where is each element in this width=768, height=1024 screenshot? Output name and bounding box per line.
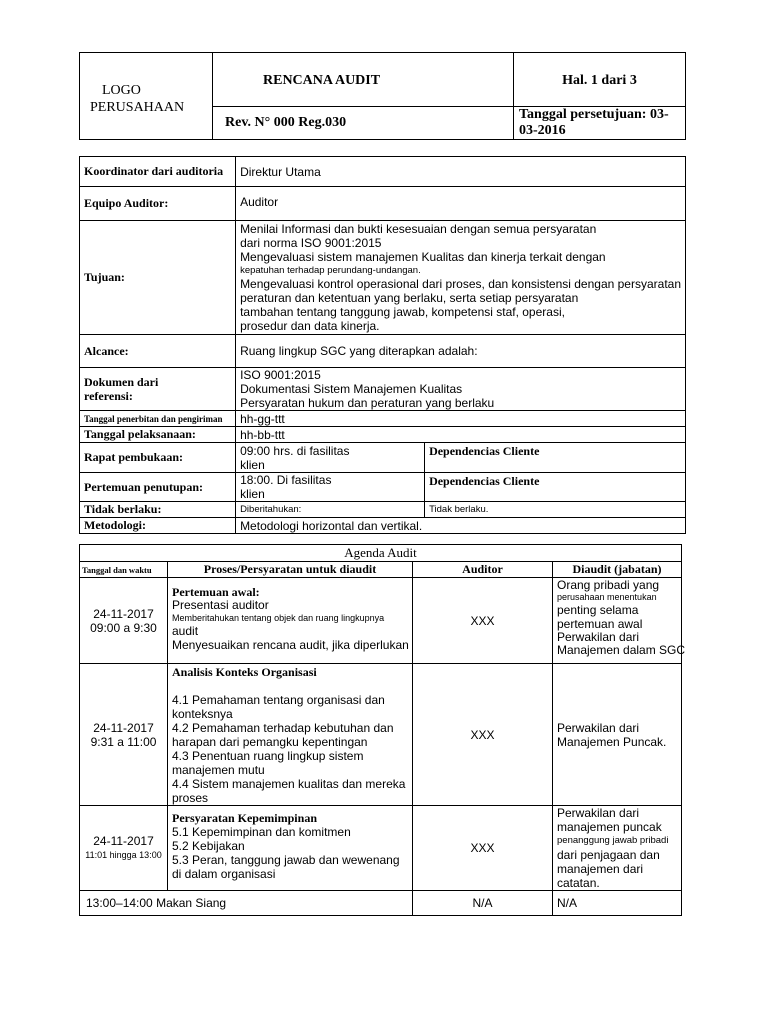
agenda-row-context [80, 664, 682, 806]
agenda-process [168, 806, 413, 891]
agenda-header-row [80, 562, 682, 578]
agenda-auditee-line: Perwakilan dari [557, 720, 640, 735]
not-applicable-label: Tidak berlaku: [80, 502, 236, 518]
opening-place: klien [240, 457, 265, 472]
header-table [79, 52, 686, 140]
purpose-line: Mengevaluasi sistem manajemen Kualitas dan kinerja terkait dengan [240, 250, 606, 264]
agenda-auditee-line: penanggung jawab pribadi [557, 835, 669, 846]
team-row [80, 187, 686, 221]
closing-location: Dependencias Cliente [425, 473, 686, 502]
agenda-row-opening [80, 578, 682, 664]
issue-date-value: hh-gg-ttt [236, 411, 686, 427]
approval-date: Tanggal persetujuan: 03-03-2016 [514, 107, 686, 140]
scope-value: Ruang lingkup SGC yang diterapkan adalah: [236, 335, 686, 368]
agenda-date: 24-11-2017 [93, 720, 154, 735]
agenda-process-line: 5.3 Peran, tanggung jawab dan wewenang [172, 853, 400, 867]
agenda-auditee-line: pertemuan awal [557, 617, 643, 631]
purpose-line: Menilai Informasi dan bukti kesesuaian dengan semua persyaratan [240, 222, 597, 236]
agenda-process-line: harapan dari pemangku kepentingan [172, 735, 368, 749]
agenda-auditee-line: catatan. [557, 876, 600, 890]
agenda-process-line: konteksnya [172, 707, 233, 721]
agenda-process-line: 4.3 Penentuan ruang lingkup sistem [172, 749, 364, 763]
agenda-auditor: XXX [413, 806, 553, 891]
purpose-line: dari norma ISO 9001:2015 [240, 236, 382, 250]
agenda-row-lunch [80, 891, 682, 916]
methodology-value: Metodologi horizontal dan vertikal. [236, 518, 686, 534]
agenda-auditee-line: dari penjagaan dan [557, 848, 660, 862]
not-applicable-notified: Diberitahukan: [236, 502, 425, 518]
closing-meeting-row [80, 473, 686, 502]
agenda-auditee-line: Orang pribadi yang [557, 578, 660, 592]
logo-line-2: PERUSAHAAN [90, 100, 185, 115]
agenda-process-line: 4.1 Pemahaman tentang organisasi dan [172, 693, 385, 707]
coordinator-row [80, 157, 686, 187]
agenda-process-line: Presentasi auditor [172, 598, 269, 612]
agenda-auditee: N/A [553, 891, 682, 916]
page-number: Hal. 1 dari 3 [514, 53, 686, 107]
agenda-lunch-label: 13:00–14:00 Makan Siang [80, 891, 413, 916]
agenda-process-line: 5.2 Kebijakan [172, 839, 245, 853]
agenda-process-line: manajemen mutu [172, 763, 265, 777]
team-label: Equipo Auditor: [80, 187, 236, 221]
agenda-datetime [80, 806, 168, 891]
purpose-line: tambahan tentang tanggung jawab, kompetensi staf, operasi, [240, 305, 565, 319]
company-logo [80, 53, 213, 140]
agenda-auditee-line: manajemen puncak [557, 820, 662, 834]
agenda-process-heading: Analisis Konteks Organisasi [172, 665, 317, 679]
agenda-auditor: XXX [413, 578, 553, 664]
agenda-process-line: Memberitahukan tentang objek dan ruang lingkupnya [172, 613, 385, 623]
agenda-auditee [553, 578, 686, 664]
agenda-table [79, 544, 686, 916]
agenda-process-line: audit [172, 624, 199, 638]
agenda-time: 9:31 a 11:00 [90, 734, 157, 749]
coordinator-label: Koordinator dari auditoria [80, 157, 236, 187]
agenda-row-leadership [80, 806, 682, 891]
agenda-auditee [553, 664, 682, 806]
coordinator-value: Direktur Utama [236, 157, 686, 187]
scope-label: Alcance: [80, 335, 236, 368]
opening-meeting-value [236, 443, 425, 473]
opening-meeting-label: Rapat pembukaan: [80, 443, 236, 473]
agenda-process-line: 5.1 Kepemimpinan dan komitmen [172, 825, 351, 839]
agenda-auditee [553, 806, 682, 891]
agenda-process-line: Menyesuaikan rencana audit, jika diperlukan [172, 638, 409, 652]
opening-location: Dependencias Cliente [425, 443, 686, 473]
execution-date-value: hh-bb-ttt [236, 427, 686, 443]
agenda-process [168, 664, 413, 806]
scope-row [80, 335, 686, 368]
agenda-auditor: N/A [413, 891, 553, 916]
reference-docs-value [236, 368, 686, 411]
agenda-title: Agenda Audit [80, 545, 682, 562]
agenda-process-line: 4.4 Sistem manajemen kualitas dan mereka [172, 777, 406, 791]
agenda-process-line: 4.2 Pemahaman terhadap kebutuhan dan [172, 721, 394, 735]
closing-time: 18:00. Di fasilitas [240, 473, 332, 487]
purpose-line: peraturan dan ketentuan yang berlaku, serta setiap persyaratan [240, 291, 579, 305]
agenda-time: 11:01 hingga 13:00 [85, 850, 162, 860]
team-value: Auditor [236, 187, 686, 221]
purpose-line: kepatuhan terhadap perundang-undangan. [240, 265, 421, 276]
agenda-auditee-line: Perwakilan dari [557, 630, 640, 644]
purpose-text [236, 221, 686, 335]
revision-number: Rev. N° 000 Reg.030 [213, 107, 514, 140]
purpose-line: Mengevaluasi kontrol operasional dari proses, dan konsistensi dengan persyaratan [240, 277, 681, 291]
agenda-time: 09:00 a 9:30 [90, 620, 157, 635]
reference-docs-label: Dokumen dari referensi: [80, 368, 236, 411]
closing-place: klien [240, 487, 265, 501]
document-title: RENCANA AUDIT [213, 53, 514, 107]
agenda-datetime [80, 578, 168, 664]
agenda-process-heading: Pertemuan awal: [172, 585, 260, 599]
not-applicable-value: Tidak berlaku. [425, 502, 686, 518]
col-date-header: Tanggal dan waktu [80, 562, 168, 578]
issue-date-label: Tanggal penerbitan dan pengiriman [80, 411, 236, 427]
reference-doc: Persyaratan hukum dan peraturan yang berlaku [240, 396, 495, 410]
agenda-datetime [80, 664, 168, 806]
agenda-auditee-line: perusahaan menentukan [557, 592, 657, 602]
methodology-label: Metodologi: [80, 518, 236, 534]
purpose-label: Tujuan: [80, 221, 236, 335]
not-applicable-row [80, 502, 686, 518]
methodology-row [80, 518, 686, 534]
closing-meeting-label: Pertemuan penutupan: [80, 473, 236, 502]
col-process-header: Proses/Persyaratan untuk diaudit [168, 562, 413, 578]
logo-line-1: LOGO [102, 83, 141, 98]
audit-info-table [79, 156, 686, 534]
execution-date-label: Tanggal pelaksanaan: [80, 427, 236, 443]
agenda-auditee-line: Manajemen Puncak. [557, 734, 667, 749]
closing-meeting-value [236, 473, 425, 502]
agenda-title-row [80, 545, 682, 562]
col-auditee-header: Diaudit (jabatan) [553, 562, 682, 578]
reference-doc: ISO 9001:2015 [240, 368, 321, 382]
agenda-auditor: XXX [413, 664, 553, 806]
agenda-process-heading: Persyaratan Kepemimpinan [172, 811, 317, 825]
opening-time: 09:00 hrs. di fasilitas [240, 443, 350, 458]
reference-doc: Dokumentasi Sistem Manajemen Kualitas [240, 382, 463, 396]
purpose-line: prosedur dan data kinerja. [240, 319, 380, 333]
agenda-date: 24-11-2017 [93, 606, 154, 621]
col-auditor-header: Auditor [413, 562, 553, 578]
agenda-auditee-line: penting selama [557, 603, 639, 617]
reference-docs-row [80, 368, 686, 411]
opening-meeting-row [80, 443, 686, 473]
agenda-auditee-line: manajemen dari [557, 862, 644, 876]
agenda-process-line: proses [172, 791, 209, 805]
agenda-date: 24-11-2017 [93, 834, 154, 848]
execution-date-row [80, 427, 686, 443]
agenda-process-line: di dalam organisasi [172, 867, 276, 881]
agenda-auditee-line: Manajemen dalam SGC [557, 643, 686, 657]
purpose-row [80, 221, 686, 335]
agenda-process [168, 578, 413, 664]
issue-date-row [80, 411, 686, 427]
agenda-auditee-line: Perwakilan dari [557, 806, 640, 820]
